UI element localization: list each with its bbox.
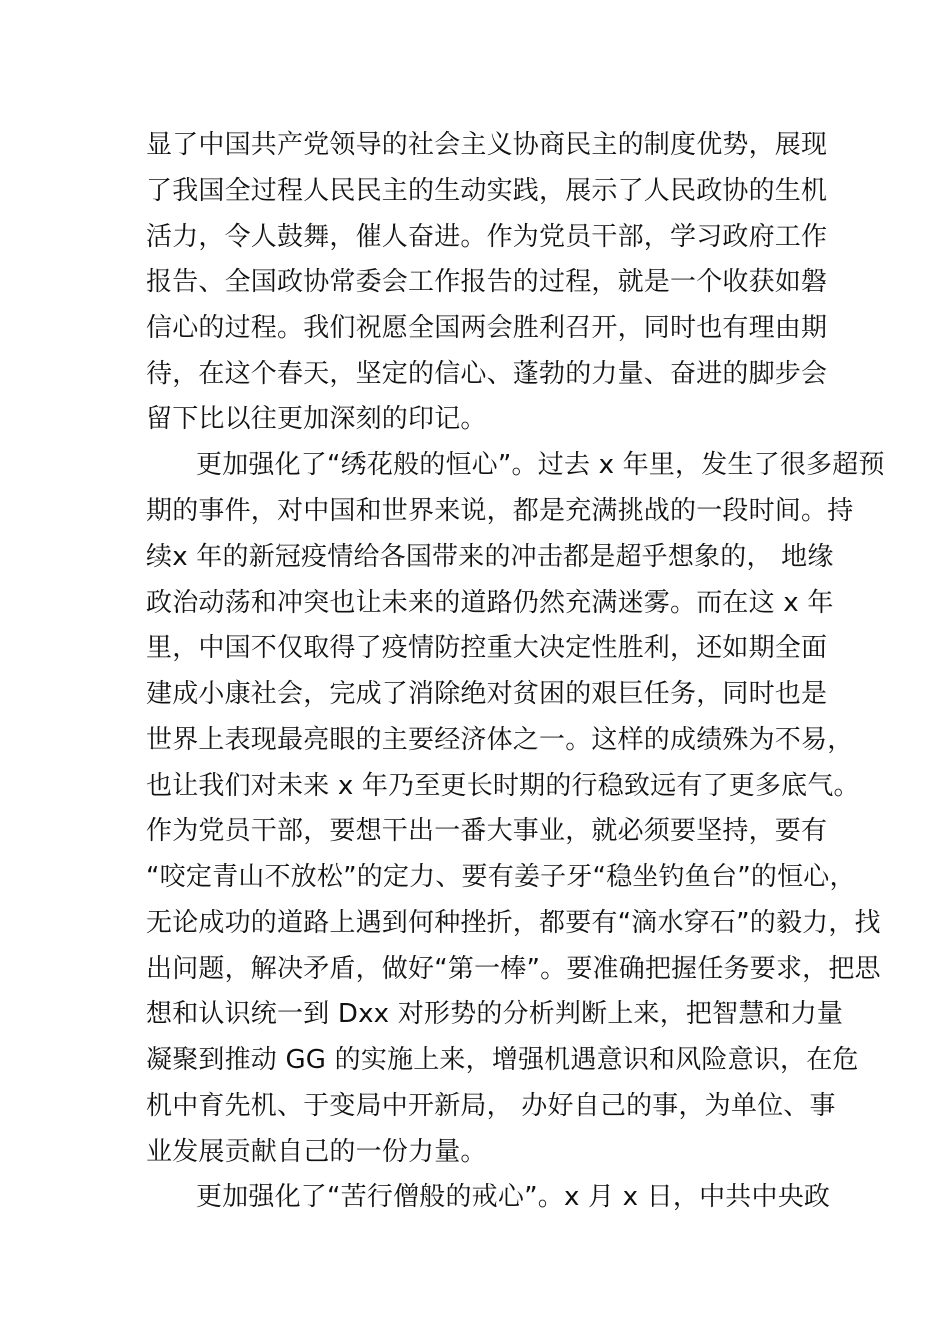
text-line: 里，中国不仅取得了疫情防控重大决定性胜利，还如期全面: [146, 633, 828, 663]
text-line: “咬定青山不放松”的定力、要有姜子牙“稳坐钓鱼台”的恒心，: [146, 862, 856, 892]
text-line: 无论成功的道路上遇到何种挫折，都要有“滴水穿石”的毅力，找: [146, 908, 881, 938]
text-line: 想和认识统一到 Dxx 对形势的分析判断上来，把智慧和力量: [146, 999, 844, 1029]
text-line: 信心的过程。我们祝愿全国两会胜利召开，同时也有理由期: [146, 313, 828, 343]
text-line: 活力，令人鼓舞，催人奋进。作为党员干部，学习政府工作: [146, 222, 828, 252]
text-line: 报告、全国政协常委会工作报告的过程，就是一个收获如磐: [146, 267, 828, 297]
text-line: 凝聚到推动 GG 的实施上来，增强机遇意识和风险意识，在危: [146, 1045, 859, 1075]
text-line: 业发展贡献自己的一份力量。: [146, 1137, 487, 1167]
text-line: 世界上表现最亮眼的主要经济体之一。这样的成绩殊为不易，: [146, 725, 854, 755]
text-line: 建成小康社会，完成了消除绝对贫困的艰巨任务，同时也是: [146, 679, 828, 709]
text-line: 期的事件，对中国和世界来说，都是充满挑战的一段时间。持: [146, 496, 854, 526]
text-line: 出问题，解决矛盾，做好“第一棒”。要准确把握任务要求，把思: [146, 954, 881, 984]
text-line: 作为党员干部，要想干出一番大事业，就必须要坚持，要有: [146, 816, 828, 846]
text-line: 政治动荡和冲突也让未来的道路仍然充满迷雾。而在这 x 年: [146, 588, 834, 618]
text-line: 显了中国共产党领导的社会主义协商民主的制度优势，展现: [146, 130, 828, 160]
text-line: 待，在这个春天，坚定的信心、蓬勃的力量、奋进的脚步会: [146, 359, 828, 389]
text-line: 留下比以往更加深刻的印记。: [146, 404, 487, 434]
paragraph-start-line: 更加强化了“绣花般的恒心”。过去 x 年里，发生了很多超预: [196, 450, 885, 480]
paragraph-start-line: 更加强化了“苦行僧般的戒心”。x 月 x 日，中共中央政: [196, 1182, 831, 1212]
text-line: 机中育先机、于变局中开新局， 办好自己的事，为单位、事: [146, 1091, 836, 1121]
text-line: 了我国全过程人民民主的生动实践，展示了人民政协的生机: [146, 176, 828, 206]
text-line: 也让我们对未来 x 年乃至更长时期的行稳致远有了更多底气。: [146, 771, 860, 801]
text-line: 续x 年的新冠疫情给各国带来的冲击都是超乎想象的， 地缘: [146, 542, 834, 572]
